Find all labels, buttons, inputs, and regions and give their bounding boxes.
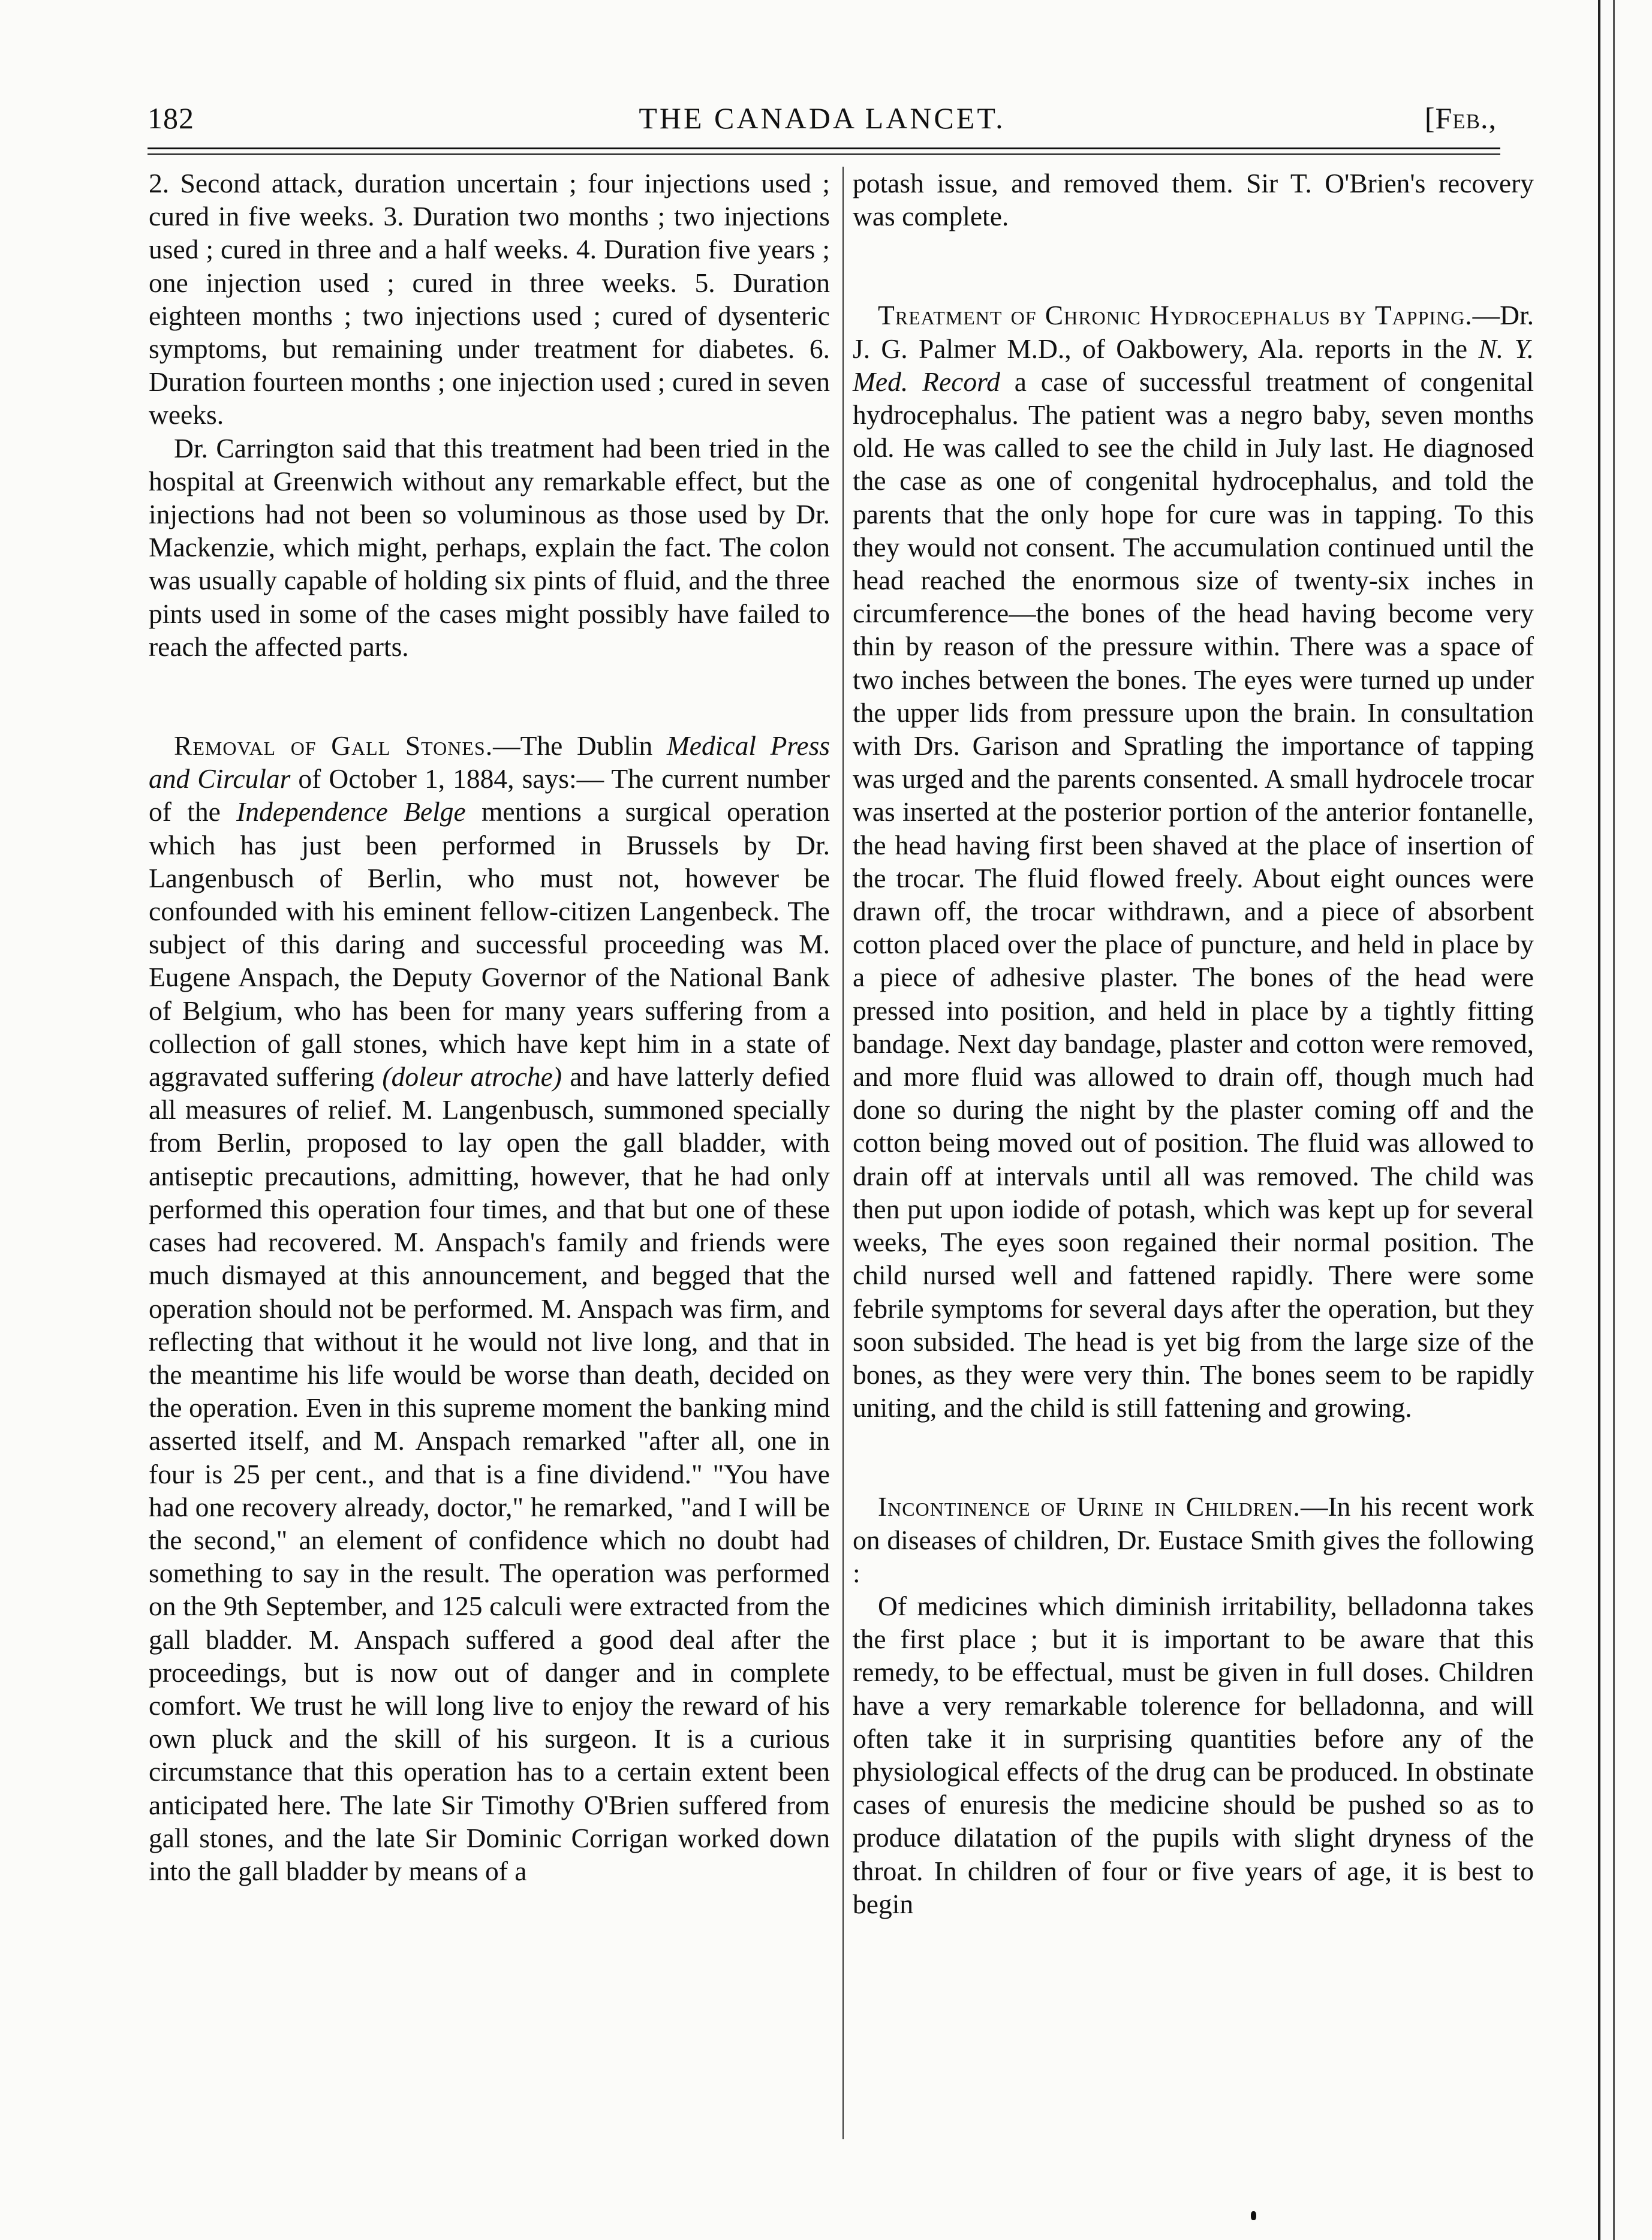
section-spacer: [149, 663, 830, 729]
paragraph-continuation: potash issue, and removed them. Sir T. O'Brien's recovery was complete.: [853, 168, 1534, 232]
paragraph-carrington: Dr. Carrington said that this treatment had been tried in the hospital at Greenwich without any remarkable effect, but the injections had not been so voluminous as those used by Dr. Mackenzie, which might, perhaps, explain the fact. The colon was usually capable of holding six pints of fluid, and the three pints used in some of the cases might possibly have failed to reach the affected parts.: [149, 432, 830, 662]
right-column: [853, 167, 1534, 1920]
article-heading: Removal of Gall Stones.: [174, 730, 494, 761]
paragraph-case-list: 2. Second attack, duration uncertain ; four injections used ; cured in five weeks. 3. Duration two months ; two injections used ; cured in three and a half weeks. 4. Duration five years ; one injection used ; cured in three weeks. 5. Duration eighteen months ; two injections used ; cured of dysenteric symptoms, but remaining under treatment for diabetes. 6. Duration fourteen months ; one injection used ; cured in seven weeks.: [149, 168, 830, 430]
article-gall-stones: Removal of Gall Stones.—The Dublin Medical Press and Circular of October 1, 1884, says:— The current number of the Independence Belge mentions a surgical operation which has just been performed in Brussels by Dr. Langenbusch of Berlin, who must not, however be confounded with his eminent fellow-citizen Langenbeck. The subject of this daring and successful proceeding was M. Eugene Anspach, the Deputy Governor of the National Bank of Belgium, who has been for many years suffering from a collection of gall stones, which have kept him in a state of aggravated suffering (doleur atroche) and have latterly defied all measures of relief. M. Langenbusch, summoned specially from Berlin, proposed to lay open the gall bladder, with antiseptic precautions, admitting, however, that he had only performed this operation four times, and that but one of these cases had recovered. M. Anspach's family and friends were much dismayed at this announcement, and begged that the operation should not be performed. M. Anspach was firm, and reflecting that without it he would not live long, and that in the meantime his life would be worse than death, decided on the operation. Even in this supreme moment the banking mind asserted itself, and M. Anspach remarked "after all, one in four is 25 per cent., and that is a fine dividend." "You have had one recovery already, doctor," he remarked, "and I will be the second," an element of confidence which no doubt had something to say in the result. The operation was performed on the 9th September, and 125 calculi were extracted from the gall bladder. M. Anspach suffered a good deal after the proceedings, but is now out of danger and in complete comfort. We trust he will long live to enjoy the reward of his own pluck and the skill of his surgeon. It is a curious circumstance that this operation has to a certain extent been anticipated here. The late Sir Timothy O'Brien suffered from gall stones, and the late Sir Dominic Corrigan worked down into the gall bladder by means of a: [149, 730, 830, 1886]
ink-speck: [1251, 2211, 1256, 2220]
issue-date: [Feb.,: [1424, 101, 1497, 135]
running-header: [148, 101, 1497, 143]
page-number: 182: [148, 101, 194, 135]
article-hydrocephalus: Treatment of Chronic Hydrocephalus by Tapping.—Dr. J. G. Palmer M.D., of Oakbowery, Ala. reports in the N. Y. Med. Record a case of successful treatment of congenital hydrocephalus. The patient was a negro baby, seven months old. He was called to see the child in July last. He diagnosed the case as one of congenital hydrocephalus, and told the parents that the only hope for cure was in tapping. To this they would not consent. The accumulation continued until the head reached the enormous size of twenty-six inches in circumference—the bones of the head having become very thin by reason of the pressure within. There was a space of two inches between the bones. The eyes were turned up under the upper lids from pressure upon the brain. In consultation with Drs. Garison and Spratling the importance of tapping was urged and the parents consented. A small hydrocele trocar was inserted at the posterior portion of the anterior fontanelle, the head having first been shaved at the place of insertion of the trocar. The fluid flowed freely. About eight ounces were drawn off, the trocar withdrawn, and a piece of absorbent cotton placed over the place of puncture, and held in place by a piece of adhesive plaster. The bones of the head were pressed into position, and held in place by a tightly fitting bandage. Next day bandage, plaster and cotton were removed, and more fluid was allowed to drain off, though much had done so during the night by the plaster coming off and the cotton being moved out of position. The fluid was allowed to drain off at intervals until all was removed. The child was then put upon iodide of potash, which was kept up for several weeks, The eyes soon regained their normal position. The child nursed well and fattened rapidly. There were some febrile symptoms for several days after the operation, but they soon subsided. The head is yet big from the large size of the bones, as they were very thin. The bones seem to be rapidly uniting, and the child is still fattening and growing.: [853, 300, 1534, 1423]
page-edge-shadow: [1598, 0, 1600, 2240]
newspaper-title: Independence Belge: [236, 796, 466, 827]
article-incontinence: Incontinence of Urine in Children.—In his recent work on diseases of children, Dr. Eustace Smith gives the following :: [853, 1491, 1534, 1588]
source-title: Medical Press and Circular: [149, 730, 830, 794]
section-spacer: [853, 1424, 1534, 1490]
header-rule: [148, 147, 1500, 149]
left-column: [149, 167, 830, 1887]
article-heading: Treatment of Chronic Hydrocephalus by Tapping.: [878, 300, 1473, 331]
source-title: N. Y. Med. Record: [853, 333, 1534, 397]
italic-phrase: (doleur atroche): [382, 1061, 562, 1092]
page-edge-shadow: [1613, 0, 1615, 2240]
article-heading: Incontinence of Urine in Children.: [878, 1491, 1301, 1522]
section-spacer: [853, 233, 1534, 299]
header-rule-thin: [148, 153, 1500, 155]
journal-title: THE CANADA LANCET.: [639, 101, 1006, 135]
column-divider: [842, 167, 844, 2139]
paragraph-belladonna: Of medicines which diminish irritability, belladonna takes the first place ; but it is important to be aware that this remedy, to be effectual, must be given in full doses. Children have a very remarkable tolerence for belladonna, and will often take it in surprising quantities before any of the physiological effects of the drug can be produced. In obstinate cases of enuresis the medicine should be pushed so as to produce dilatation of the pupils with slight dryness of the throat. In children of four or five years of age, it is best to begin: [853, 1590, 1534, 1919]
